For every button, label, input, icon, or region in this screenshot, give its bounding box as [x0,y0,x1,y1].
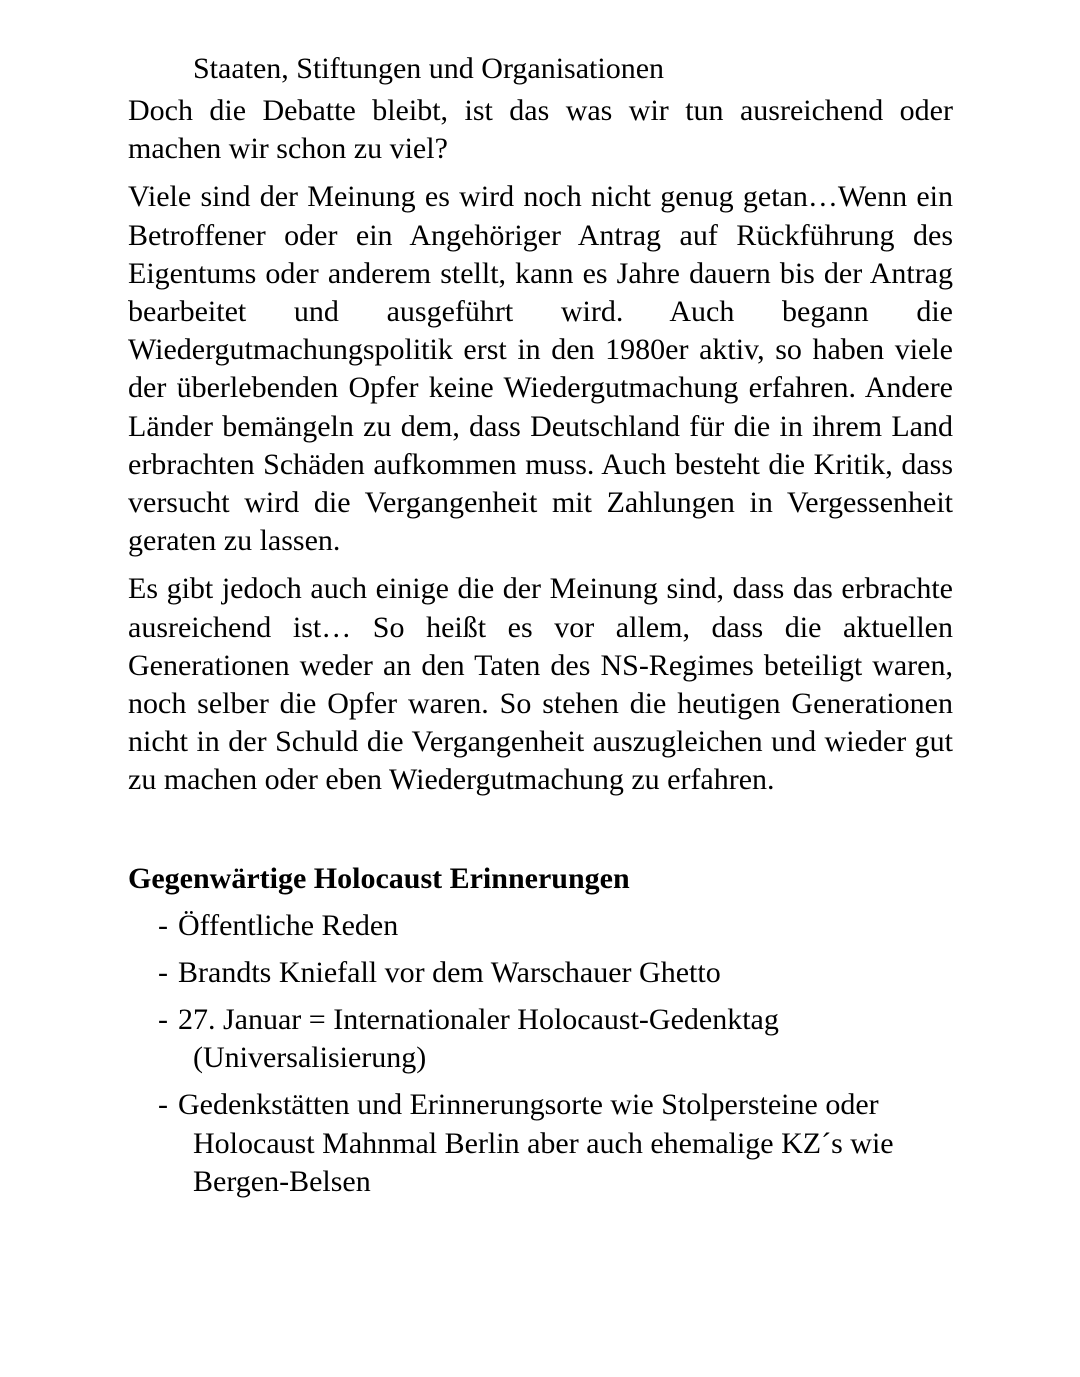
list-item [128,1086,953,1201]
list-item-text: 27. Januar = Internationaler Holocaust-Gedenktag (Universalisierung) [178,1003,779,1075]
bullet-dash: - [158,908,168,942]
list-item-text: Brandts Kniefall vor dem Warschauer Ghetto [178,955,721,989]
paragraph-criticism: Viele sind der Meinung es wird noch nicht genug getan…Wenn ein Betroffener oder ein Angehöriger Antrag auf Rückführung des Eigentums oder anderem stellt, kann es Jahre dauern bis der Antrag bearbeitet und ausgeführt wird. Auch begann die Wiedergutmachungspolitik erst in den 1980er aktiv, so haben viele der überlebenden Opfer keine Wiedergutmachung erfahren. Andere Länder bemängeln zu dem, dass Deutschland für die in ihrem Land erbrachten Schäden aufkommen muss. Auch besteht die Kritik, dass versucht wird die Vergangenheit mit Zahlungen in Vergessenheit geraten zu lassen. [128,180,953,558]
bullet-dash: - [158,1003,168,1037]
bullet-dash: - [158,1088,168,1122]
bullet-list [128,907,953,1201]
paragraph-sufficient: Es gibt jedoch auch einige die der Meinung sind, dass das erbrachte ausreichend ist… So heißt es vor allem, dass die aktuellen Generationen weder an den Taten des NS-Regimes beteiligt waren, noch selber die Opfer waren. So stehen die heutigen Generationen nicht in der Schuld die Vergangenheit auszugleichen und wieder gut zu machen oder eben Wiedergutmachung zu erfahren. [128,572,953,797]
list-item-text: Gedenkstätten und Erinnerungsorte wie Stolpersteine oder Holocaust Mahnmal Berlin aber auch ehemalige KZ´s wie Bergen-Belsen [178,1088,894,1198]
continuation-line: Staaten, Stiftungen und Organisationen [193,52,665,85]
document-page [128,50,953,1210]
list-item [128,954,953,992]
list-item [128,907,953,945]
list-item-text: Öffentliche Reden [178,908,399,942]
section-heading: Gegenwärtige Holocaust Erinnerungen [128,861,630,895]
bullet-dash: - [158,955,168,989]
paragraph-debate: Doch die Debatte bleibt, ist das was wir tun ausreichend oder machen wir schon zu viel? [128,94,953,166]
list-item [128,1001,953,1077]
